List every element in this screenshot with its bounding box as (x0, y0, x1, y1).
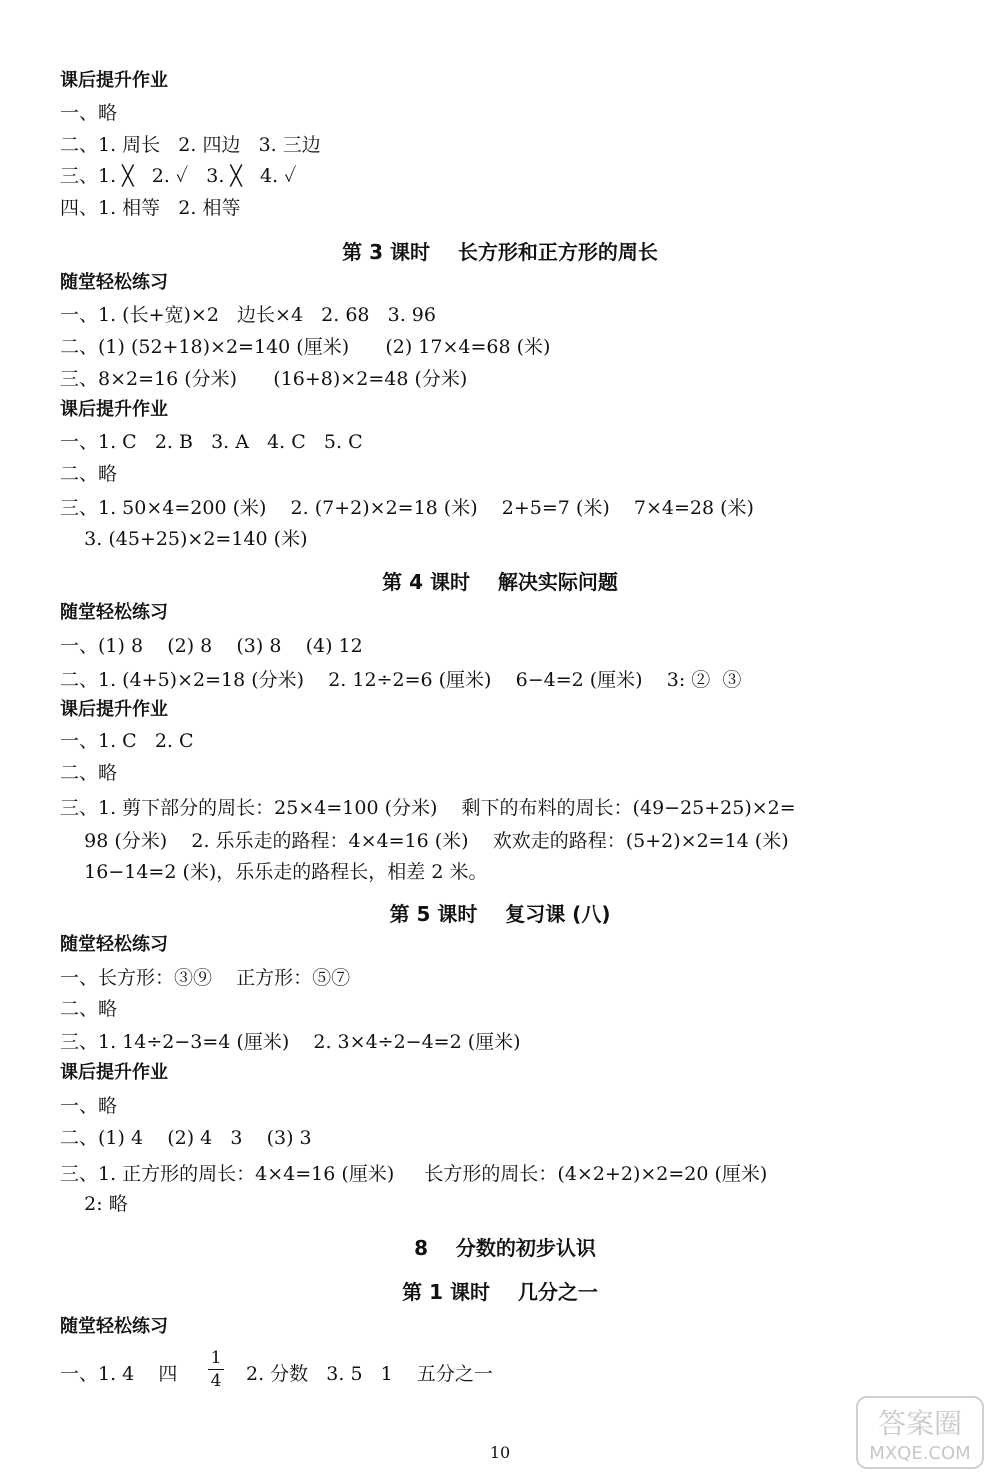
answer-line: 四、1. 相等 2. 相等 (60, 197, 241, 219)
answer-line: 一、1. 4 四 (60, 1363, 178, 1385)
answer-line: 16−14=2 (米)，乐乐走的路程长，相差 2 米。 (60, 861, 488, 883)
answer-line: 一、长方形：③⑨ 正方形：⑤⑦ (60, 967, 351, 989)
answer-line: 二、略 (60, 463, 118, 485)
section-heading: 课后提升作业 (60, 699, 168, 720)
unit-title: 8 分数的初步认识 (414, 1236, 596, 1260)
answer-line: 98 (分米) 2. 乐乐走的路程：4×4=16 (米) 欢欢走的路程：(5+2)×2=14 (米) (60, 830, 789, 852)
answer-line: 一、略 (60, 1095, 118, 1117)
answer-line: 2: 略 (60, 1193, 128, 1215)
answer-line: 一、1. C 2. C (60, 730, 194, 752)
answer-line: 二、略 (60, 998, 118, 1020)
answer-line: 二、1. (4+5)×2=18 (分米) 2. 12÷2=6 (厘米) 6−4=2 (厘米) 3: ② ③ (60, 669, 742, 691)
fraction (208, 1348, 224, 1391)
answer-line: 三、1. 50×4=200 (米) 2. (7+2)×2=18 (米) 2+5=7 (米) 7×4=28 (米) (60, 497, 754, 519)
section-heading: 课后提升作业 (60, 399, 168, 420)
fraction-numerator: 1 (210, 1348, 222, 1368)
answer-line: 一、1. (长+宽)×2 边长×4 2. 68 3. 96 (60, 304, 436, 326)
section-heading: 随堂轻松练习 (60, 934, 168, 955)
answer-line: 一、略 (60, 102, 118, 124)
section-heading: 随堂轻松练习 (60, 1316, 168, 1337)
section-heading: 课后提升作业 (60, 1062, 168, 1083)
fraction-denominator: 4 (210, 1371, 222, 1391)
answer-line: 2. 分数 3. 5 1 五分之一 (246, 1363, 493, 1385)
answer-line: 二、(1) (52+18)×2=140 (厘米) (2) 17×4=68 (米) (60, 336, 551, 358)
watermark-logo (855, 1395, 985, 1470)
answer-line: 三、8×2=16 (分米) (16+8)×2=48 (分米) (60, 368, 468, 390)
answer-line: 一、1. C 2. B 3. A 4. C 5. C (60, 431, 363, 453)
watermark-url: MXQE.COM (869, 1443, 971, 1464)
answer-line: 三、1. ╳ 2. ✓ 3. ╳ 4. ✓ (60, 165, 297, 187)
answer-line: 三、1. 剪下部分的周长：25×4=100 (分米) 剩下的布料的周长：(49−25+25)×2= (60, 797, 796, 819)
answer-line: 一、(1) 8 (2) 8 (3) 8 (4) 12 (60, 635, 363, 657)
section-heading: 课后提升作业 (60, 70, 168, 91)
page-number: 10 (489, 1443, 511, 1462)
section-heading: 随堂轻松练习 (60, 602, 168, 623)
lesson-title: 第 5 课时 复习课 (八) (389, 902, 611, 926)
answer-line: 三、1. 14÷2−3=4 (厘米) 2. 3×4÷2−4=2 (厘米) (60, 1031, 521, 1053)
answer-line: 3. (45+25)×2=140 (米) (60, 528, 308, 550)
answer-line: 三、1. 正方形的周长：4×4=16 (厘米) 长方形的周长：(4×2+2)×2=20 (厘米) (60, 1163, 768, 1185)
lesson-title: 第 1 课时 几分之一 (402, 1280, 598, 1304)
lesson-title: 第 4 课时 解决实际问题 (382, 570, 618, 594)
section-heading: 随堂轻松练习 (60, 272, 168, 293)
watermark-text: 答案圈 (877, 1407, 963, 1440)
lesson-title: 第 3 课时 长方形和正方形的周长 (342, 240, 658, 264)
answer-line: 二、略 (60, 762, 118, 784)
fraction-bar (208, 1369, 224, 1370)
answer-line: 二、1. 周长 2. 四边 3. 三边 (60, 134, 321, 156)
answer-line: 二、(1) 4 (2) 4 3 (3) 3 (60, 1127, 312, 1149)
